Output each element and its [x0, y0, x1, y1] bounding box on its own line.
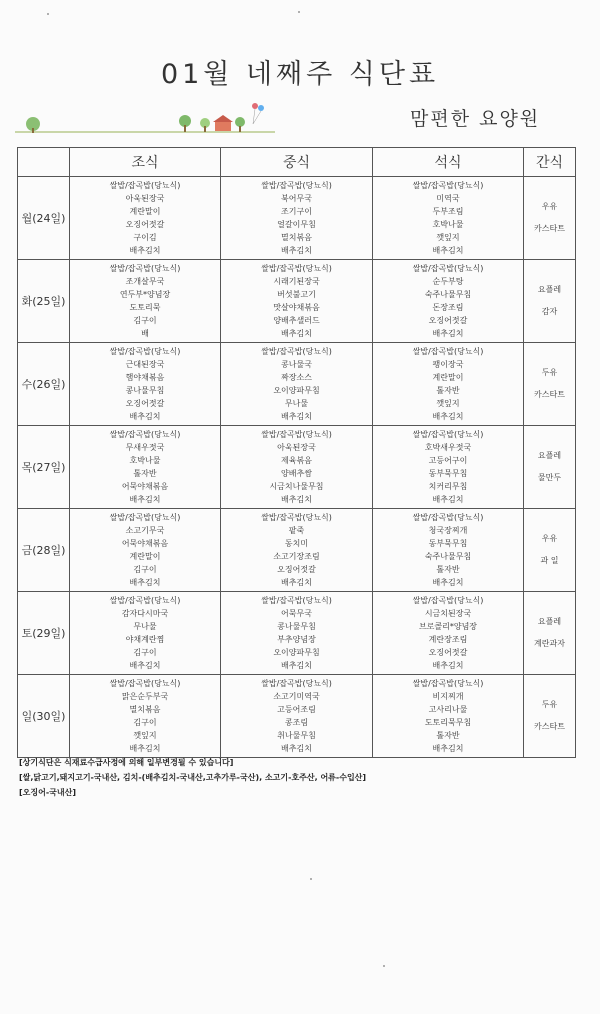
day-label: 일(30일) — [18, 675, 70, 758]
snack-cell — [524, 343, 576, 426]
day-label: 수(26일) — [18, 343, 70, 426]
menu-item: 배추김치 — [432, 412, 464, 422]
menu-item: 멸치볶음 — [281, 233, 312, 243]
menu-item: 배추김치 — [129, 246, 161, 256]
menu-item: 쌀밥/잡곡밥(당뇨식) — [261, 429, 332, 439]
menu-item: 쌀밥/잡곡밥(당뇨식) — [412, 180, 484, 190]
menu-item: 어묵야채볶음 — [121, 482, 169, 492]
menu-item: 쌀밥/잡곡밥(당뇨식) — [109, 263, 181, 273]
menu-item: 순두부탕 — [432, 276, 464, 286]
menu-item: 동치미 — [284, 538, 309, 548]
menu-item: 근대된장국 — [125, 359, 165, 369]
menu-item: 쌀밥/잡곡밥(당뇨식) — [109, 180, 181, 190]
menu-item: 무나물 — [284, 399, 309, 409]
corner-cell — [18, 148, 70, 177]
menu-item: 톨자반 — [436, 386, 460, 395]
menu-item: 북어무국 — [281, 193, 312, 203]
menu-item: 배추김치 — [432, 578, 464, 588]
menu-item: 제육볶음 — [281, 455, 312, 465]
lunch-cell — [221, 509, 373, 592]
menu-item: 동부묵무침 — [428, 538, 468, 548]
menu-item: 배추김치 — [281, 412, 312, 422]
menu-item: 김구이 — [133, 565, 157, 575]
menu-item: 취나물무침 — [277, 731, 316, 741]
dinner-cell — [373, 426, 524, 509]
day-label: 토(29일) — [18, 592, 70, 675]
table-header-row — [18, 148, 576, 177]
breakfast-cell — [70, 177, 221, 260]
menu-item: 소고기무국 — [125, 525, 165, 535]
menu-item: 조개살무국 — [125, 276, 165, 286]
menu-item: 배추김치 — [432, 246, 464, 256]
menu-item: 콩나물국 — [281, 359, 312, 369]
menu-item: 숙주나물무침 — [424, 289, 472, 299]
menu-item: 도토리묵무침 — [424, 718, 472, 727]
table-row — [18, 426, 576, 509]
menu-item: 숙주나물무침 — [424, 552, 472, 561]
breakfast-cell — [70, 509, 221, 592]
note-change-notice: [상기식단은 식재료수급사정에 의해 일부변경될 수 있습니다] — [19, 758, 234, 767]
menu-item: 돈장조림 — [432, 303, 464, 312]
snack-item: 두유 — [541, 700, 558, 709]
menu-item: 배추김치 — [129, 495, 161, 505]
snack-item: 요플레 — [537, 285, 562, 294]
menu-item: 배추김치 — [281, 246, 312, 256]
menu-item: 얼갈이무침 — [277, 220, 316, 229]
scan-speck — [383, 965, 385, 967]
table-row — [18, 592, 576, 675]
snack-cell — [524, 592, 576, 675]
menu-item: 쌀밥/잡곡밥(당뇨식) — [412, 678, 484, 688]
header-dinner: 석식 — [373, 148, 524, 177]
menu-item: 호박나물 — [129, 455, 161, 465]
snack-cell — [524, 509, 576, 592]
breakfast-cell — [70, 260, 221, 343]
menu-item: 오이양파무침 — [273, 648, 320, 658]
meal-table — [17, 147, 576, 758]
menu-item: 연두부*양념장 — [119, 289, 171, 299]
menu-item: 톨자반 — [436, 731, 460, 741]
menu-item: 오징어젓갈 — [125, 399, 165, 409]
menu-item: 비지찌개 — [432, 691, 464, 701]
menu-item: 배추김치 — [281, 661, 312, 671]
menu-item: 계란말이 — [432, 372, 464, 382]
menu-item: 버섯불고기 — [277, 289, 316, 299]
menu-item: 배추김치 — [432, 495, 464, 505]
snack-item: 요플레 — [537, 451, 562, 460]
menu-item: 콩나물무침 — [125, 386, 165, 395]
breakfast-cell — [70, 426, 221, 509]
dinner-cell — [373, 343, 524, 426]
menu-item: 시금치나물무침 — [269, 482, 324, 492]
menu-item: 아욱된장국 — [125, 193, 165, 203]
menu-item: 양배추샐러드 — [273, 316, 320, 326]
header-breakfast: 조식 — [70, 148, 221, 177]
note-origin-info: [쌀,닭고기,돼지고기-국내산, 김치-(배추김치-국내산,고추가루-국산), 소고기-호주산, 어류-수입산] — [19, 773, 367, 782]
snack-item: 우유 — [541, 202, 558, 211]
lunch-cell — [221, 675, 373, 758]
snack-item: 계란과자 — [534, 639, 565, 648]
menu-item: 팥죽 — [288, 525, 305, 535]
menu-item: 깻잎지 — [133, 731, 157, 741]
menu-item: 시금치된장국 — [424, 608, 472, 618]
menu-item: 팽이장국 — [432, 359, 464, 369]
menu-item: 깻잎지 — [436, 399, 460, 409]
menu-item: 배추김치 — [281, 495, 312, 505]
menu-item: 무새우젓국 — [125, 442, 165, 452]
day-label: 화(25일) — [18, 260, 70, 343]
breakfast-cell — [70, 343, 221, 426]
menu-item: 계란말이 — [129, 552, 161, 561]
menu-item: 고등어조림 — [277, 704, 316, 714]
menu-item: 미역국 — [436, 193, 460, 203]
dinner-cell — [373, 260, 524, 343]
landscape-illustration — [15, 100, 275, 142]
scan-speck — [298, 11, 300, 13]
menu-item: 쌀밥/잡곡밥(당뇨식) — [261, 346, 332, 356]
menu-item: 오징어젓갈 — [125, 220, 165, 229]
menu-item: 배추김치 — [129, 412, 161, 422]
menu-item: 배추김치 — [281, 578, 312, 588]
day-label: 월(24일) — [18, 177, 70, 260]
menu-item: 배추김치 — [129, 661, 161, 671]
facility-name: 맘편한 요양원 — [410, 108, 541, 130]
snack-item: 감자 — [541, 307, 558, 316]
snack-cell — [524, 260, 576, 343]
note-squid-origin: [오징어-국내산] — [19, 788, 77, 797]
scan-speck — [47, 13, 49, 15]
menu-item: 쌀밥/잡곡밥(당뇨식) — [261, 263, 332, 273]
snack-item: 카스타트 — [534, 722, 565, 731]
dinner-cell — [373, 509, 524, 592]
menu-item: 감자다시마국 — [121, 608, 169, 618]
menu-item: 쌀밥/잡곡밥(당뇨식) — [109, 429, 181, 439]
menu-item: 맑은순두부국 — [121, 691, 169, 701]
snack-item: 물만두 — [537, 473, 562, 482]
scan-speck — [310, 878, 312, 880]
menu-item: 배추김치 — [129, 744, 161, 754]
snack-item: 카스타트 — [534, 390, 565, 399]
menu-item: 고등어구이 — [428, 455, 468, 465]
menu-item: 김구이 — [133, 316, 157, 326]
menu-item: 쌀밥/잡곡밥(당뇨식) — [109, 346, 181, 356]
menu-item: 김구이 — [133, 718, 157, 727]
menu-item: 청국장찌개 — [428, 525, 468, 535]
menu-item: 짜장소스 — [281, 372, 312, 382]
breakfast-cell — [70, 675, 221, 758]
menu-item: 톨자반 — [133, 469, 157, 478]
menu-item: 배추김치 — [281, 329, 312, 339]
lunch-cell — [221, 260, 373, 343]
menu-item: 조기구이 — [281, 206, 312, 216]
menu-item: 쌀밥/잡곡밥(당뇨식) — [109, 678, 181, 688]
menu-item: 어묵무국 — [281, 608, 312, 618]
menu-item: 배추김치 — [432, 329, 464, 339]
snack-item: 두유 — [541, 368, 558, 377]
menu-item: 오징어젓갈 — [428, 316, 468, 326]
snack-item: 과 일 — [540, 556, 559, 565]
snack-cell — [524, 177, 576, 260]
menu-item: 계란장조림 — [428, 635, 468, 644]
snack-item: 요플레 — [537, 617, 562, 626]
snack-cell — [524, 426, 576, 509]
menu-item: 계란말이 — [129, 206, 161, 216]
table-row — [18, 343, 576, 426]
day-label: 금(28일) — [18, 509, 70, 592]
table-row — [18, 509, 576, 592]
menu-item: 콩조림 — [284, 718, 309, 727]
menu-item: 쌀밥/잡곡밥(당뇨식) — [261, 595, 332, 605]
menu-item: 오이양파무침 — [273, 386, 320, 395]
snack-item: 카스타트 — [534, 224, 565, 233]
dinner-cell — [373, 592, 524, 675]
menu-item: 깻잎지 — [436, 233, 460, 243]
menu-item: 멸치볶음 — [129, 704, 161, 714]
menu-item: 치커리무침 — [428, 482, 468, 492]
menu-item: 맛살야채볶음 — [273, 303, 320, 312]
menu-item: 배추김치 — [129, 578, 161, 588]
menu-item: 쌀밥/잡곡밥(당뇨식) — [412, 512, 484, 522]
menu-item: 두부조림 — [432, 206, 464, 216]
menu-item: 쌀밥/잡곡밥(당뇨식) — [261, 180, 332, 190]
header-snack: 간식 — [524, 148, 576, 177]
menu-item: 쌀밥/잡곡밥(당뇨식) — [412, 346, 484, 356]
menu-item: 배추김치 — [432, 744, 464, 754]
dinner-cell — [373, 675, 524, 758]
menu-item: 오징어젓갈 — [277, 565, 316, 575]
menu-item: 쌀밥/잡곡밥(당뇨식) — [261, 678, 332, 688]
menu-item: 쌀밥/잡곡밥(당뇨식) — [109, 595, 181, 605]
menu-item: 무나물 — [133, 621, 157, 631]
lunch-cell — [221, 426, 373, 509]
menu-item: 동부묵무침 — [428, 469, 468, 478]
menu-item: 쌀밥/잡곡밥(당뇨식) — [261, 512, 332, 522]
dinner-cell — [373, 177, 524, 260]
table-row — [18, 260, 576, 343]
menu-item: 양배추쌈 — [281, 469, 312, 478]
menu-item: 오징어젓갈 — [428, 648, 468, 658]
menu-item: 배추김치 — [281, 744, 312, 754]
day-label: 목(27일) — [18, 426, 70, 509]
menu-item: 아욱된장국 — [277, 442, 316, 452]
menu-item: 햄야채볶음 — [125, 372, 165, 382]
menu-item: 고사리나물 — [428, 704, 468, 714]
table-row — [18, 177, 576, 260]
menu-item: 소고기장조림 — [273, 552, 320, 561]
menu-item: 배추김치 — [432, 661, 464, 671]
page-title: 01월 네째주 식단표 — [160, 59, 440, 90]
snack-item: 우유 — [541, 534, 558, 543]
table-row — [18, 675, 576, 758]
menu-item: 브로콜리*양념장 — [418, 621, 478, 631]
menu-item: 쌀밥/잡곡밥(당뇨식) — [412, 263, 484, 273]
menu-item: 시래기된장국 — [273, 276, 320, 286]
lunch-cell — [221, 343, 373, 426]
menu-item: 도토리묵 — [129, 303, 161, 312]
menu-item: 김구이 — [133, 648, 157, 658]
menu-item: 쌀밥/잡곡밥(당뇨식) — [109, 512, 181, 522]
header-lunch: 중식 — [221, 148, 373, 177]
menu-item: 어묵야채볶음 — [121, 538, 169, 548]
lunch-cell — [221, 177, 373, 260]
menu-item: 배 — [141, 329, 149, 339]
menu-item: 쌀밥/잡곡밥(당뇨식) — [412, 429, 484, 439]
lunch-cell — [221, 592, 373, 675]
menu-item: 구이김 — [133, 233, 157, 243]
breakfast-cell — [70, 592, 221, 675]
menu-item: 호박새우젓국 — [424, 442, 472, 452]
notes-section — [19, 755, 366, 800]
snack-cell — [524, 675, 576, 758]
menu-item: 부추양념장 — [277, 635, 316, 644]
menu-item: 소고기미역국 — [273, 691, 320, 701]
menu-item: 야채계란찜 — [125, 635, 165, 644]
menu-item: 콩나물무침 — [277, 621, 316, 631]
menu-item: 톨자반 — [436, 565, 460, 575]
menu-item: 쌀밥/잡곡밥(당뇨식) — [412, 595, 484, 605]
menu-item: 호박나물 — [432, 220, 464, 229]
